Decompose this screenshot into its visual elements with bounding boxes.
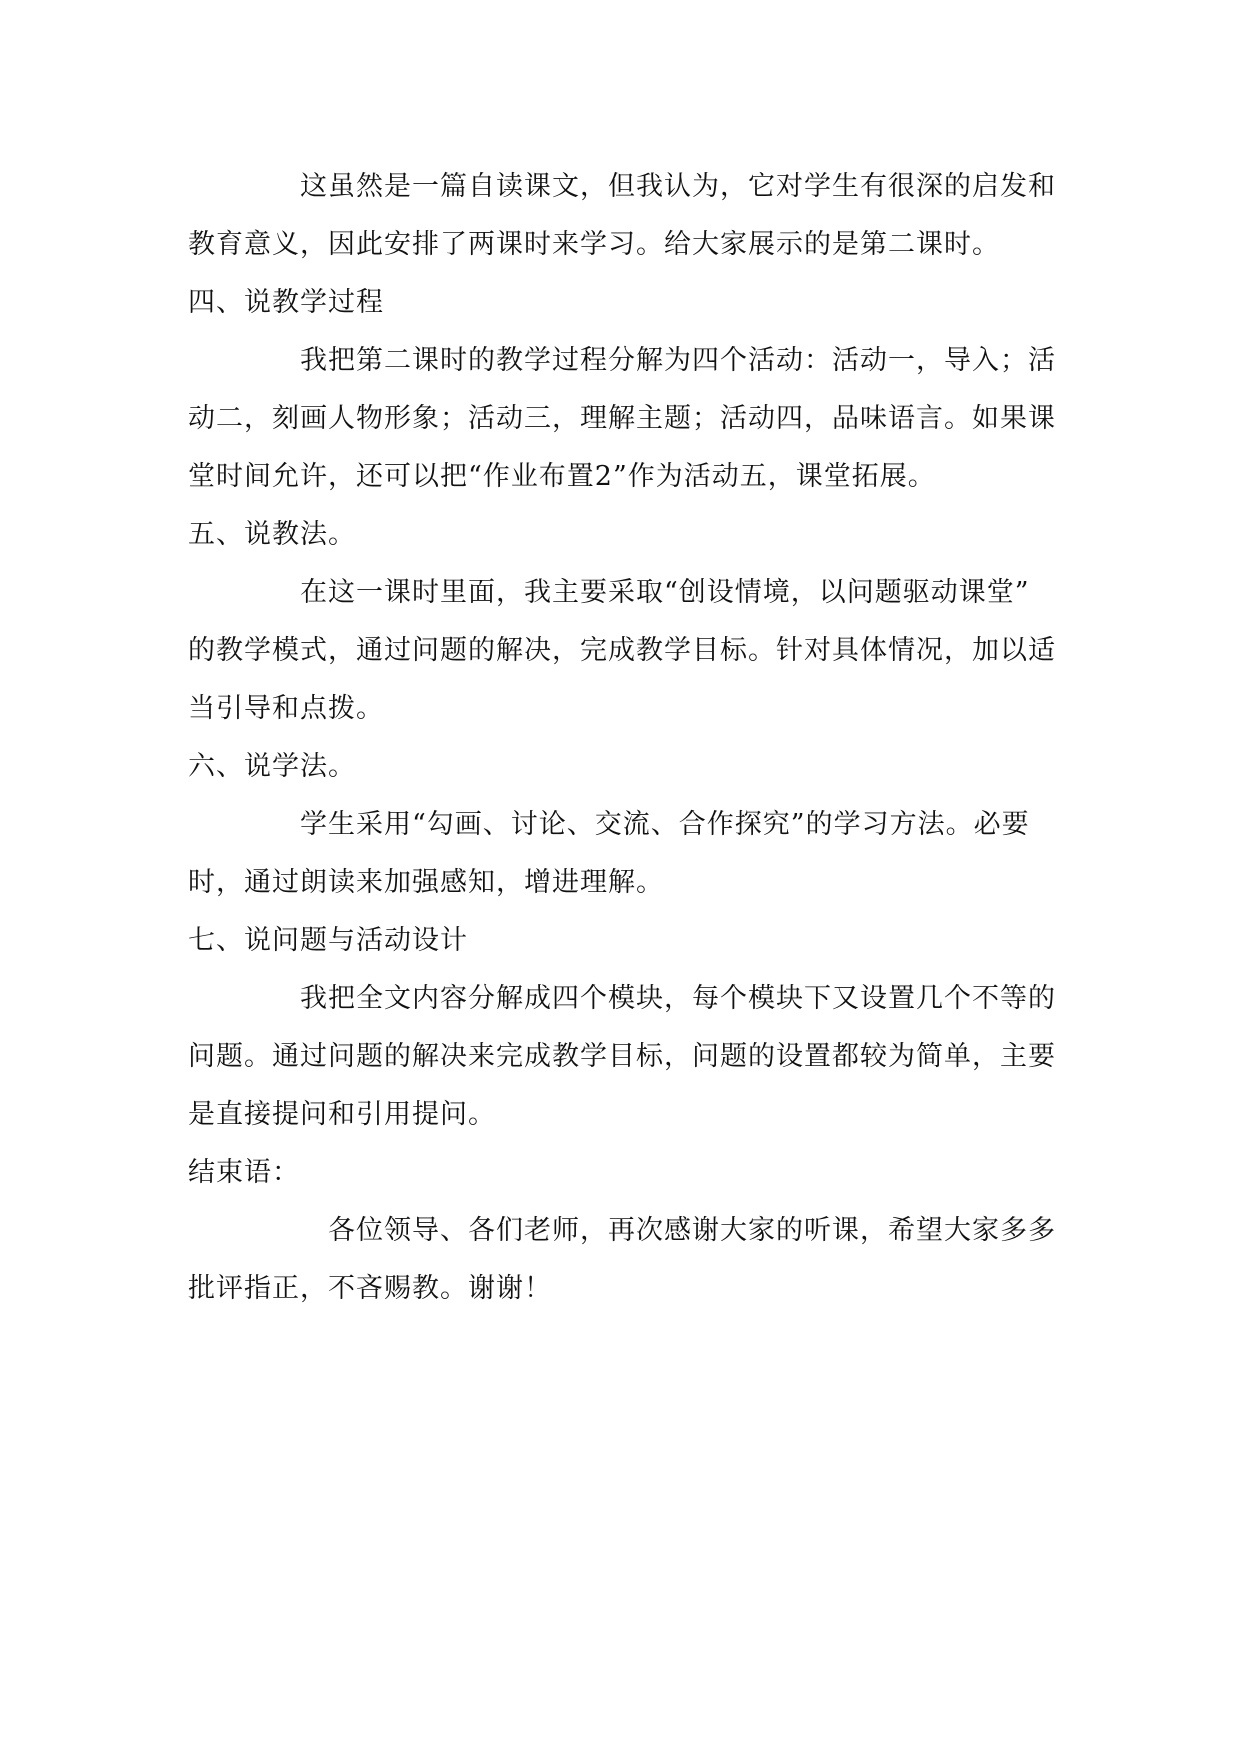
paragraph-line: 是直接提问和引用提问。 [188,1099,496,1130]
paragraph-line: 我把全文内容分解成四个模块，每个模块下又设置几个不等的 [300,983,1056,1014]
paragraph-line: 问题。通过问题的解决来完成教学目标，问题的设置都较为简单，主要 [188,1041,1056,1072]
paragraph-line: 我把第二课时的教学过程分解为四个活动：活动一，导入；活 [300,345,1056,376]
section-heading: 五、说教法。 [188,519,356,550]
paragraph-line: 学生采用“勾画、讨论、交流、合作探究”的学习方法。必要 [300,809,1030,840]
paragraph-line: 各位领导、各们老师，再次感谢大家的听课，希望大家多多 [328,1215,1056,1246]
paragraph-line: 教育意义，因此安排了两课时来学习。给大家展示的是第二课时。 [188,229,1000,260]
document-body [188,158,1060,1318]
paragraph-line: 时，通过朗读来加强感知，增进理解。 [188,867,664,898]
paragraph-line: 在这一课时里面，我主要采取“创设情境，以问题驱动课堂” [300,577,1030,608]
paragraph-line: 当引导和点拨。 [188,693,384,724]
section-heading: 结束语： [188,1157,300,1188]
paragraph-line: 的教学模式，通过问题的解决，完成教学目标。针对具体情况，加以适 [188,635,1056,666]
section-heading: 四、说教学过程 [188,287,384,318]
paragraph-line: 这虽然是一篇自读课文，但我认为，它对学生有很深的启发和 [300,171,1056,202]
paragraph-line: 动二，刻画人物形象；活动三，理解主题；活动四，品味语言。如果课 [188,403,1056,434]
paragraph-line: 批评指正，不吝赐教。谢谢！ [188,1273,552,1304]
paragraph-line: 堂时间允许，还可以把“作业布置2”作为活动五，课堂拓展。 [188,461,936,492]
section-heading: 七、说问题与活动设计 [188,925,468,956]
section-heading: 六、说学法。 [188,751,356,782]
